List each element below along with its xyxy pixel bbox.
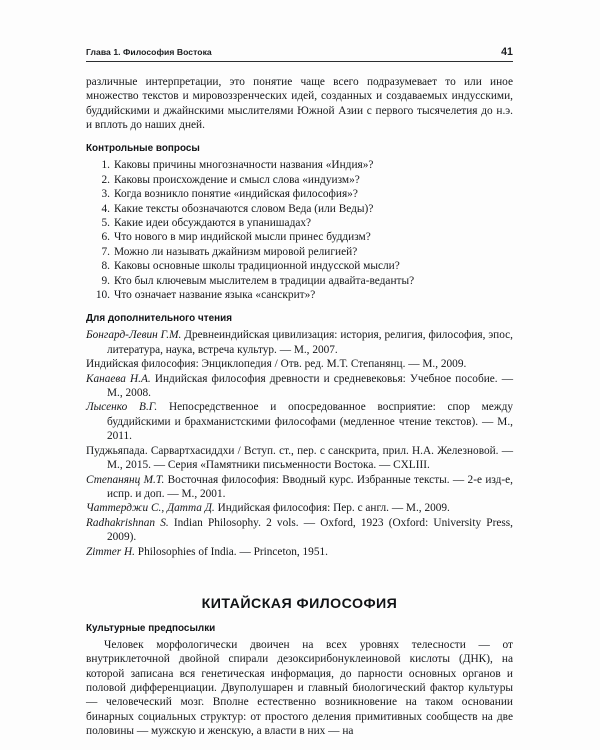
- bibliography-title: Пуджьяпада. Сарвартхасиддхи / Вступ. ст., пер. с санскрита, прил. Н.А. Железновой. — М., 2015. — Серия «Памятники письменности Востока. — CXLIII.: [86, 444, 513, 472]
- header-divider: [86, 61, 513, 62]
- cultural-premises-paragraph: Человек морфологически двоичен на всех уровнях телесности — от внутриклеточной двойной спирали дезоксирибонуклеиновой кислоты (ДНК), на которой записана вся генетическая информация, до парности основных органов и половой дифференциации. Двуполушарен и главный биологический фактор культуры — человеческий мозг. Вполне естественно возникновение на таком основании бинарных социальных структур: от простого деления примитивных сообществ на две половины — мужскую и женскую, а власти в них — на: [86, 638, 513, 737]
- bibliography-entry: [86, 400, 513, 443]
- question-item: [86, 259, 513, 273]
- question-text: Какие тексты обозначаются словом Веда (или Веды)?: [114, 202, 374, 215]
- opening-paragraph: различные интерпретации, это понятие чаще всего подразумевает то или иное множество текстов и мировоззренческих идей, созданных и создаваемых индусскими, буддийскими и джайнскими мыслителями Южной Азии с первого тысячелетия до н.э. и вплоть до наших дней.: [86, 76, 513, 132]
- question-number: 7.: [101, 245, 110, 258]
- question-item: [86, 274, 513, 288]
- question-item: [86, 187, 513, 201]
- bibliography-title: Непосредственное и опосредованное восприятие: спор между буддийскими и брахманистскими философами (медленное чтение текстов). — М., 2011.: [107, 401, 513, 443]
- cultural-premises-heading: Культурные предпосылки: [86, 622, 216, 634]
- question-number: 9.: [101, 274, 110, 287]
- question-number: 4.: [101, 202, 110, 215]
- bibliography-title: Индийская философия: Пер. с англ. — М., 2009.: [214, 502, 450, 515]
- bibliography-author: Канаева Н.А.: [86, 372, 151, 385]
- question-number: 5.: [101, 217, 110, 229]
- question-text: Кто был ключевым мыслителем в традиции адвайта-веданты?: [114, 274, 415, 287]
- bibliography-author: Степанянц М.Т.: [86, 473, 165, 486]
- question-number: 10.: [95, 289, 110, 302]
- bibliography-author: Zimmer H.: [86, 545, 135, 558]
- bibliography-title: Индийская философия древности и средневековья: Учебное пособие. — М., 2008.: [107, 372, 513, 400]
- question-item: [86, 173, 513, 187]
- question-number: 8.: [101, 260, 110, 273]
- further-reading-heading: Для дополнительного чтения: [86, 313, 232, 325]
- bibliography-entry: [86, 372, 513, 401]
- question-text: Каковы причины многозначности названия «Индия»?: [114, 159, 374, 172]
- question-number: 2.: [101, 173, 110, 186]
- question-item: [86, 245, 513, 259]
- bibliography-entry: [86, 516, 513, 545]
- bibliography-title: Индийская философия: Энциклопедия / Отв. ред. М.Т. Степанянц. — М., 2009.: [86, 358, 467, 371]
- bibliography-entry: [86, 357, 513, 371]
- question-item: [86, 158, 513, 172]
- question-text: Каковы основные школы традиционной индусской мысли?: [114, 260, 400, 273]
- question-number: 6.: [101, 231, 110, 244]
- bibliography-title: Восточная философия: Вводный курс. Избранные тексты. — 2-е изд-е, испр. и доп. — М., 2001.: [107, 473, 513, 500]
- bibliography-entry: [86, 444, 513, 473]
- page-number: 41: [501, 46, 513, 58]
- bibliography-author: Чаттерджи С., Датта Д.: [86, 502, 215, 515]
- bibliography-author: Radhakrishnan S.: [86, 516, 169, 529]
- question-text: Можно ли называть джайнизм мировой религией?: [114, 245, 358, 258]
- question-text: Что означает название языка «санскрит»?: [114, 289, 316, 302]
- bibliography-title: Древнеиндийская цивилизация: история, религия, философия, эпос, литература, наука, встреча культур. — М., 2007.: [107, 329, 513, 356]
- running-head-chapter: Глава 1. Философия Востока: [86, 47, 212, 57]
- question-text: Что нового в мир индийской мысли принес буддизм?: [114, 231, 371, 244]
- running-head: [86, 46, 513, 61]
- question-text: Какие идеи обсуждаются в упанишадах?: [114, 217, 312, 229]
- bibliography-author: Бонгард-Левин Г.М.: [86, 329, 182, 342]
- control-questions-list: [86, 158, 513, 302]
- further-reading-list: [86, 328, 513, 559]
- bibliography-entry: [86, 328, 513, 357]
- question-item: [86, 230, 513, 244]
- bibliography-entry: [86, 473, 513, 502]
- question-item: [86, 202, 513, 216]
- bibliography-entry: [86, 545, 513, 559]
- question-number: 1.: [101, 159, 110, 172]
- question-number: 3.: [101, 188, 110, 201]
- bibliography-title: Indian Philosophy. 2 vols. — Oxford, 1923 (Oxford: University Press, 2009).: [107, 516, 513, 544]
- question-text: Когда возникло понятие «индийская философия»?: [114, 188, 358, 201]
- questions-heading: Контрольные вопросы: [86, 143, 200, 155]
- question-item: [86, 216, 513, 230]
- section-title-chinese-philosophy: КИТАЙСКАЯ ФИЛОСОФИЯ: [201, 595, 398, 612]
- bibliography-entry: [86, 501, 513, 515]
- bibliography-author: Лысенко В.Г.: [86, 401, 158, 414]
- question-item: [86, 288, 513, 302]
- bibliography-title: Philosophies of India. — Princeton, 1951.: [134, 545, 328, 558]
- question-text: Каковы происхождение и смысл слова «индуизм»?: [114, 173, 360, 186]
